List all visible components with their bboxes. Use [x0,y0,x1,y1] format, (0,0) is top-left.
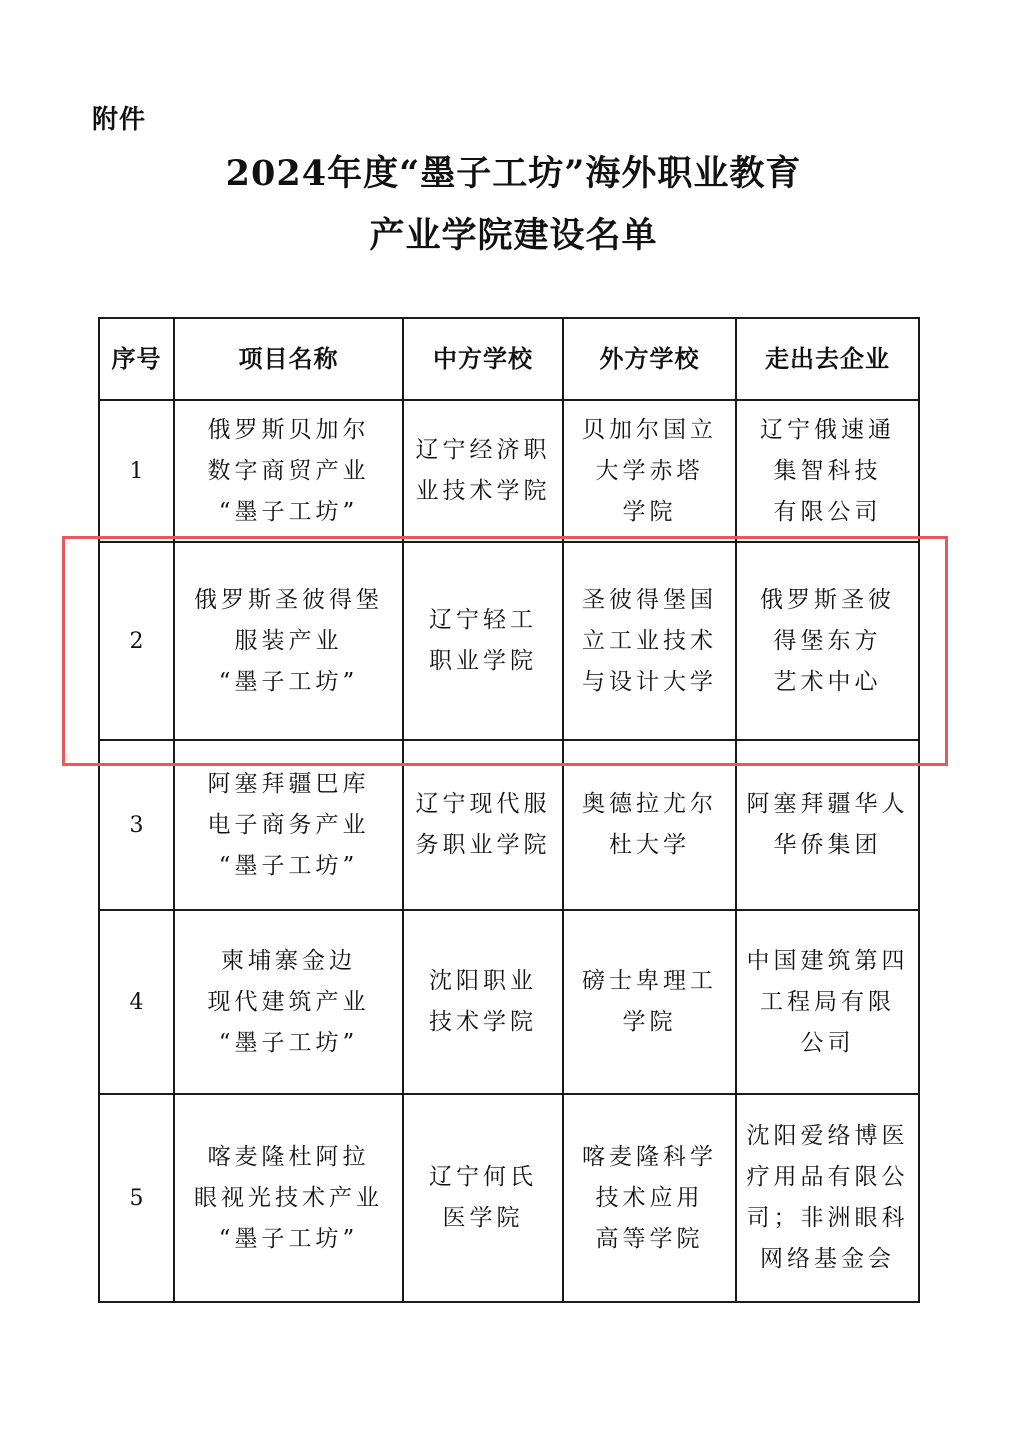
foreign-school-line: 圣彼得堡国 [582,586,717,613]
enterprise-line: 俄罗斯圣彼 [760,586,895,613]
foreign-school-cell [563,1094,736,1302]
project-name-line: 电子商务产业 [207,811,370,838]
enterprise-line: 司；非洲眼科 [746,1205,909,1231]
foreign-school-line: 高等学院 [595,1225,704,1252]
project-name-line: 眼视光技术产业 [194,1184,383,1211]
column-header-foreign-school: 外方学校 [563,318,736,400]
enterprise-cell [736,910,919,1094]
enterprise-line: 有限公司 [773,498,882,525]
enterprise-line: 中国建筑第四 [746,947,909,974]
foreign-school-line: 与设计大学 [582,668,717,695]
column-header-number: 序号 [99,318,174,400]
row-number: 4 [99,910,174,1094]
project-name-line: “墨子工坊” [218,668,359,695]
enterprise-line: 阿塞拜疆华人 [746,791,909,817]
table-row [99,910,919,1094]
enterprise-cell [736,740,919,910]
project-name-line: 柬埔寨金边 [221,947,356,974]
table-row [99,400,919,542]
table-header-row [99,318,919,400]
chinese-school-line: 务职业学院 [415,832,551,858]
project-name-cell [174,910,403,1094]
foreign-school-line: 大学赤塔 [595,457,704,484]
foreign-school-line: 立工业技术 [582,627,717,654]
chinese-school-line: 沈阳职业 [429,968,537,994]
foreign-school-line: 磅士卑理工 [582,968,717,994]
foreign-school-line: 学院 [622,498,677,525]
foreign-school-line: 贝加尔国立 [582,416,717,443]
college-roster-table [98,317,920,1303]
document-title-line-1: 2024年度“墨子工坊”海外职业教育 [225,153,802,194]
project-name-line: 现代建筑产业 [207,988,370,1015]
enterprise-line: 疗用品有限公 [746,1164,909,1190]
row-number: 1 [99,400,174,542]
project-name-line: 俄罗斯圣彼得堡 [194,586,383,613]
chinese-school-line: 辽宁现代服 [415,791,551,817]
enterprise-line: 网络基金会 [760,1246,895,1272]
foreign-school-cell [563,910,736,1094]
project-name-line: “墨子工坊” [218,1225,359,1252]
project-name-line: “墨子工坊” [218,852,359,879]
chinese-school-line: 辽宁经济职 [415,437,551,463]
enterprise-line: 得堡东方 [773,627,882,654]
enterprise-line: 工程局有限 [760,988,895,1015]
enterprise-cell [736,542,919,740]
enterprise-line: 沈阳爱络博医 [746,1123,909,1149]
project-name-line: 服装产业 [234,627,343,654]
column-header-project: 项目名称 [174,318,403,400]
foreign-school-line: 技术应用 [595,1184,704,1211]
project-name-cell [174,542,403,740]
enterprise-cell [736,1094,919,1302]
enterprise-line: 艺术中心 [773,668,882,695]
chinese-school-line: 业技术学院 [415,478,551,504]
enterprise-line: 集智科技 [773,457,882,484]
chinese-school-cell [403,400,563,542]
foreign-school-line: 奥德拉尤尔 [582,791,717,817]
foreign-school-line: 喀麦隆科学 [582,1143,717,1170]
project-name-cell [174,1094,403,1302]
chinese-school-line: 职业学院 [429,648,537,674]
foreign-school-line: 学院 [622,1009,677,1035]
chinese-school-line: 辽宁何氏 [429,1164,537,1190]
chinese-school-line: 医学院 [442,1205,524,1231]
row-number: 5 [99,1094,174,1302]
column-header-chinese-school: 中方学校 [403,318,563,400]
column-header-enterprise: 走出去企业 [736,318,919,400]
chinese-school-cell [403,542,563,740]
foreign-school-cell [563,400,736,542]
project-name-line: 数字商贸产业 [207,457,370,484]
chinese-school-cell [403,1094,563,1302]
table-row [99,740,919,910]
enterprise-line: 公司 [800,1029,855,1056]
table-row [99,1094,919,1302]
chinese-school-line: 技术学院 [429,1009,537,1035]
project-name-line: 喀麦隆杜阿拉 [207,1143,370,1170]
attachment-label: 附件 [92,105,147,135]
chinese-school-cell [403,910,563,1094]
project-name-line: 俄罗斯贝加尔 [207,416,370,443]
chinese-school-cell [403,740,563,910]
row-number: 3 [99,740,174,910]
project-name-line: “墨子工坊” [218,1029,359,1056]
project-name-cell [174,400,403,542]
project-name-line: “墨子工坊” [218,498,359,525]
table-row [99,542,919,740]
foreign-school-cell [563,740,736,910]
row-number: 2 [99,542,174,740]
foreign-school-line: 杜大学 [609,832,690,858]
document-title-line-2: 产业学院建设名单 [369,215,658,256]
foreign-school-cell [563,542,736,740]
chinese-school-line: 辽宁轻工 [429,607,537,633]
project-name-line: 阿塞拜疆巴库 [207,770,370,797]
enterprise-cell [736,400,919,542]
enterprise-line: 华侨集团 [773,832,882,858]
enterprise-line: 辽宁俄速通 [760,416,895,443]
project-name-cell [174,740,403,910]
